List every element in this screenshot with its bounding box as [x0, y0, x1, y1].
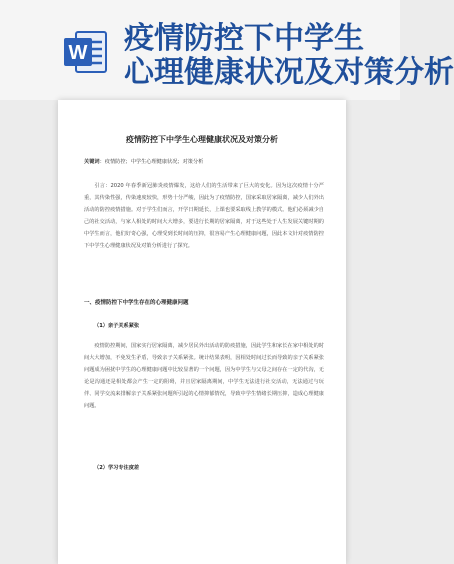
intro-paragraph: 引言：2020 年春季新冠肺炎疫情爆发，这给人们的生活带来了巨大的变化。因为这次疫情十分严重，其传染性强，传染速度较快，形势十分严峻，因此为了疫情防控，国家采取居家隔离，减少人们外出活动的防控疫情措施。对于学生们而言，开学日期延长，上课也要采取线上教学的模式。他们必须减少自己的社交活动，与家人相处的时间大大增多，要进行长期的居家隔离，对于这些处于人生发展关键时期的中学生而言，他们好奇心强，心理受到长时间的压抑，很容易产生心理健康问题，因此本文针对疫情防控下中学生心理健康状况及对策分析进行了探究。: [84, 183, 324, 249]
subsection-heading-1: （1）亲子关系紧张: [94, 323, 140, 329]
banner-title-line1: 疫情防控下中学生: [124, 21, 364, 56]
document-page: [58, 100, 346, 564]
banner: [0, 0, 454, 100]
banner-title-line2: 心理健康状况及对策分析: [124, 55, 454, 90]
keywords-text: ：疫情防控；中学生心理健康状况；对策分析: [99, 159, 204, 165]
keywords-label: 关键词: [84, 159, 100, 165]
banner-title: [124, 21, 454, 90]
keywords-line: [84, 158, 324, 165]
subsection-paragraph-1: 疫情防控期间，国家实行居家隔离，减少居民外出活动的防疫措施，因此学生和家长在家中相处的时间大大增加，不免发生矛盾，导致亲子关系紧张。统计结果表明，因相处时间过长而导致的亲子关系紧张问题成为困扰中学生的心理健康问题中比较显著的一个问题，因为中学生与父母之间存在一定的代沟，无论是沟通还是相处都会产生一定的阻碍，并且居家隔离期间，中学生无法进行社交活动，无法通过与玩伴、同学交流来排解亲子关系紧张问题所引起的心情抑郁情况，导致中学生情绪长期压抑，造成心理健康问题。: [84, 343, 324, 409]
subsection-heading-2: （2）学习专注度差: [94, 465, 140, 471]
word-doc-icon: [62, 28, 110, 76]
document-title: 疫情防控下中学生心理健康状况及对策分析: [126, 135, 278, 144]
word-icon-letter: W: [68, 42, 88, 64]
section-heading: 一、疫情防控下中学生存在的心理健康问题: [84, 300, 189, 306]
